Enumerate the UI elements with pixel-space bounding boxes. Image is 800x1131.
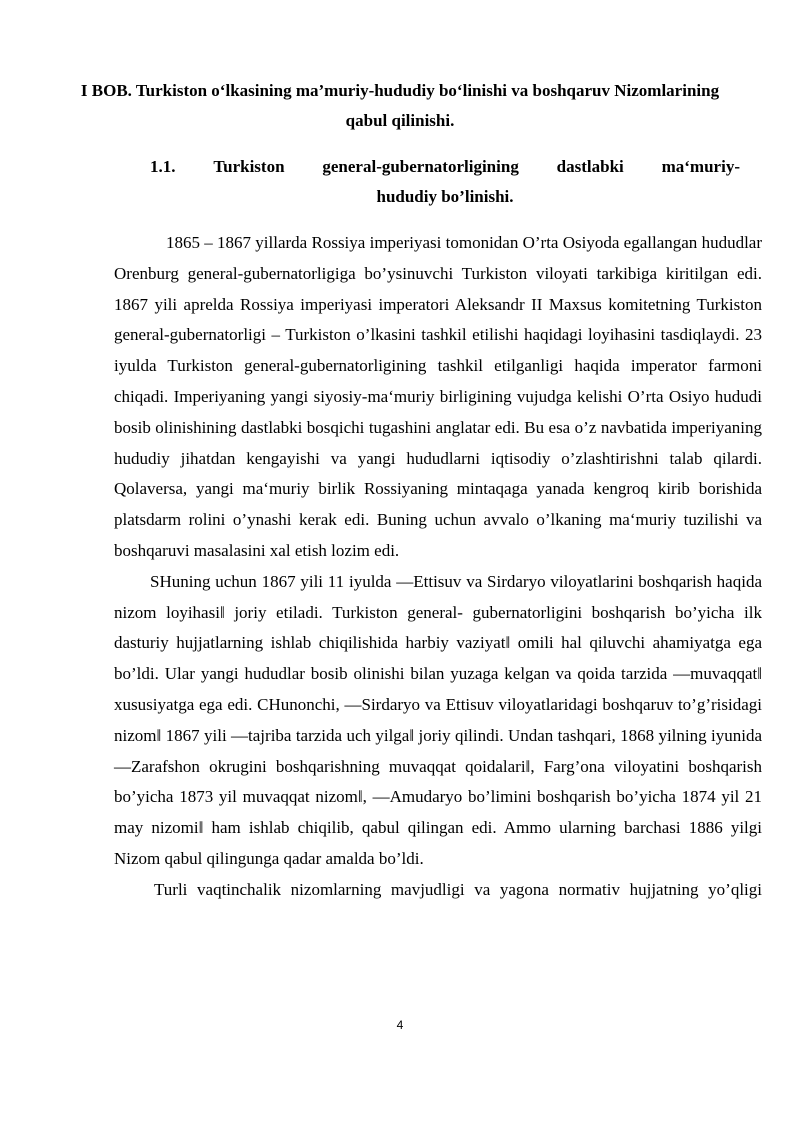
chapter-title: I BOB. Turkiston o‘lkasining ma’muriy-hududiy bo‘linishi va boshqaruv Nizomlarining qabul qilinishi.	[80, 81, 720, 130]
section-number: 1.1.	[150, 157, 176, 176]
section-title-word: dastlabki	[556, 157, 624, 176]
section-title-word: general-gubernatorligining	[322, 157, 519, 176]
page-number: 4	[396, 1018, 404, 1032]
body-text	[114, 228, 762, 906]
paragraph: SHuning uchun 1867 yili 11 iyulda ―Ettisuv va Sirdaryo viloyatlarini boshqarish haqida nizom loyihasi‖ joriy etiladi. Turkiston general- gubernatorligini boshqarish bo’yicha ilk dasturiy hujjatlarning ishlab chiqilishida harbiy vaziyat‖ omili hal qiluvchi ahamiyatga ega bo’ldi. Ular yangi hududlar bosib olinishi bilan yuzaga kelgan va qoida tarzida ―muvaqqat‖ xususiyatga ega edi. CHunonchi, ―Sirdaryo va Ettisuv viloyatlaridagi boshqaruv to’g’risidagi nizom‖ 1867 yili ―tajriba tarzida uch yilga‖ joriy qilindi. Undan tashqari, 1868 yilning iyunida ―Zarafshon okrugini boshqarishning muvaqqat qoidalari‖, Farg’ona viloyatini boshqarish bo’yicha 1873 yil muvaqqat nizom‖, ―Amudaryo bo’limini boshqarish bo’yicha 1874 yil 21 may nizomi‖ ham ishlab chiqilib, qabul qilingan edi. Ammo ularning barchasi 1886 yilgi Nizom qabul qilingunga qadar amalda bo’ldi.	[114, 571, 762, 868]
section-title-word: Turkiston	[213, 157, 285, 176]
section-heading	[150, 152, 740, 212]
section-heading-line-1	[150, 152, 740, 182]
paragraph: Turli vaqtinchalik nizomlarning mavjudligi va yagona normativ hujjatning yo’qligi	[154, 879, 762, 899]
paragraph: 1865 – 1867 yillarda Rossiya imperiyasi tomonidan O’rta Osiyoda egallangan hududlar Orenburg general-gubernatorligiga bo’ysinuvchi Turkiston viloyati tarkibiga kiritilgan edi. 1867 yili aprelda Rossiya imperiyasi imperatori Aleksandr II Maxsus komitetning Turkiston general-gubernatorligi – Turkiston o’lkasini tashkil etilishi haqidagi loyihasini tasdiqlaydi. 23 iyulda Turkiston general-gubernatorligining tashkil etilganligi haqida imperator farmoni chiqadi. Imperiyaning yangi siyosiy-ma‘muriy birligining vujudga kelishi O’rta Osiyo hududi bosib olinishining dastlabki bosqichi tugashini anglatar edi. Bu esa o’z navbatida imperiyaning hududiy jihatdan kengayishi va yangi hududlarni iqtisodiy o’zlashtirishni talab qilardi. Qolaversa, yangi ma‘muriy birlik Rossiyaning mintaqaga yanada kengroq kirib borishida platsdarm rolini o’ynashi kerak edi. Buning uchun avvalo o’lkaning ma‘muriy tuzilishi va boshqaruvi masalasini xal etish lozim edi.	[114, 233, 762, 560]
section-title-end: hududiy bo’linishi.	[376, 187, 514, 206]
section-title-word: ma‘muriy-	[661, 157, 740, 176]
